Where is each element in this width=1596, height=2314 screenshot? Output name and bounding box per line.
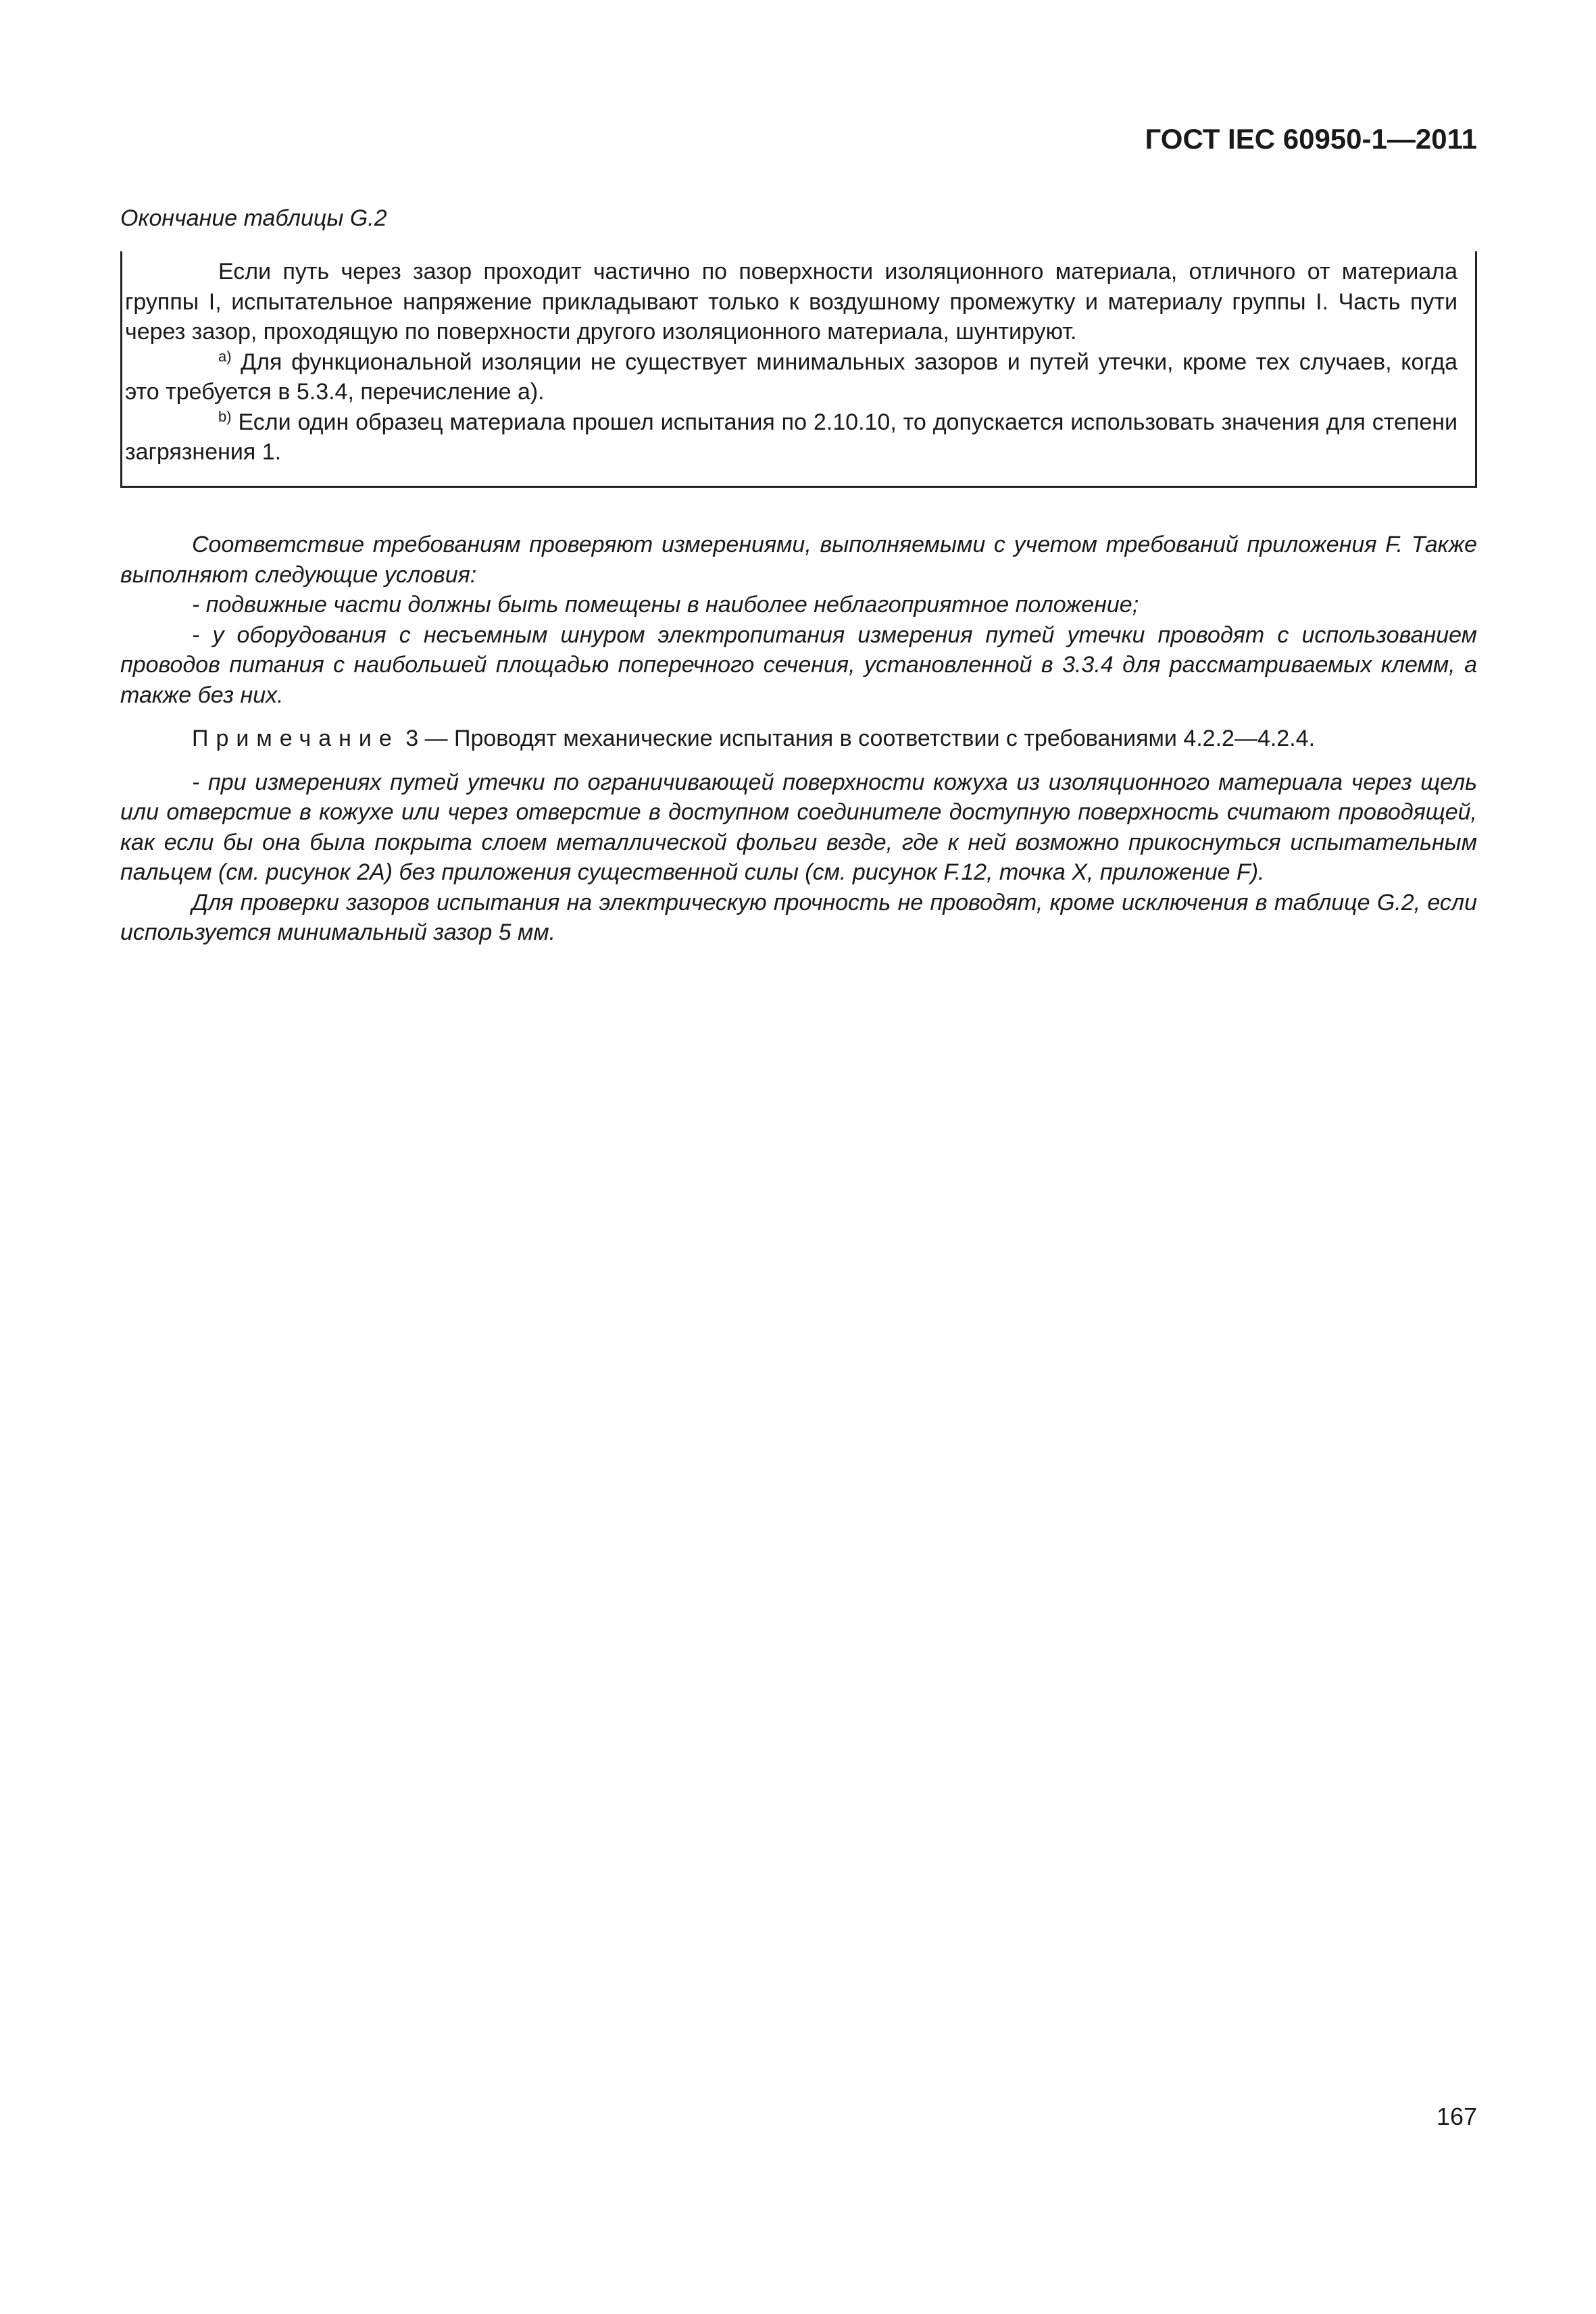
table-paragraph: Если путь через зазор проходит частично по поверхности изоляционного материала, отличного от материала группы I, испытательное напряжение прикладывают только к воздушному промежутку и материалу группы I. Часть пути через зазор, проходящую по поверхности другого изоляционного материала, шунтируют. xyxy=(125,259,1457,345)
condition-enclosure-creepage: - при измерениях путей утечки по ограничивающей поверхности кожуха из изоляционного материала через щель или отверстие в кожухе или через отверстие в доступном соединителе доступную поверхность считают проводящей, как если бы она была покрыта слоем металлической фольги везде, где к ней возможно прикоснуться испытательным пальцем (см. рисунок 2А) без приложения существенной силы (см. рисунок F.12, точка X, приложение F). xyxy=(120,769,1477,885)
clearance-test-paragraph: Для проверки зазоров испытания на электрическую прочность не проводят, кроме исключения в таблице G.2, если используется минимальный зазор 5 мм. xyxy=(120,889,1477,945)
condition-moving-parts: - подвижные части должны быть помещены в наиболее неблагоприятное положение; xyxy=(192,592,1139,618)
table-caption: Окончание таблицы G.2 xyxy=(120,205,387,231)
table-footnote-b xyxy=(125,407,1457,468)
table-footnote-a xyxy=(125,347,1457,407)
document-code: ГОСТ IEC 60950-1—2011 xyxy=(1145,123,1477,155)
page-number: 167 xyxy=(1436,2103,1477,2130)
compliance-paragraph: Соответствие требованиям проверяют измерениями, выполняемыми с учетом требований приложения F. Также выполняют следующие условия: xyxy=(120,532,1477,588)
footnote-b-text: Если один образец материала прошел испытания по 2.10.10, то допускается использовать значения для степени загрязнения 1. xyxy=(125,409,1457,465)
table-continuation xyxy=(120,251,1477,488)
condition-power-cord: - у оборудования с несъемным шнуром электропитания измерения путей утечки проводят с использованием проводов питания с наибольшей площадью поперечного сечения, установленной в 3.3.4 для рассматриваемых клемм, а также без них. xyxy=(120,622,1477,708)
main-text xyxy=(120,530,1477,948)
footnote-a-text: Для функциональной изоляции не существует минимальных зазоров и путей утечки, кроме тех случаев, когда это требуется в 5.3.4, перечисление а). xyxy=(125,349,1457,405)
footnote-b-mark: b) xyxy=(218,407,232,425)
note-3 xyxy=(120,724,1477,754)
note-text: 3 — Проводят механические испытания в соответствии с требованиями 4.2.2—4.2.4. xyxy=(399,726,1316,751)
footnote-a-mark: a) xyxy=(218,347,232,365)
note-label: Примечание xyxy=(192,726,399,751)
